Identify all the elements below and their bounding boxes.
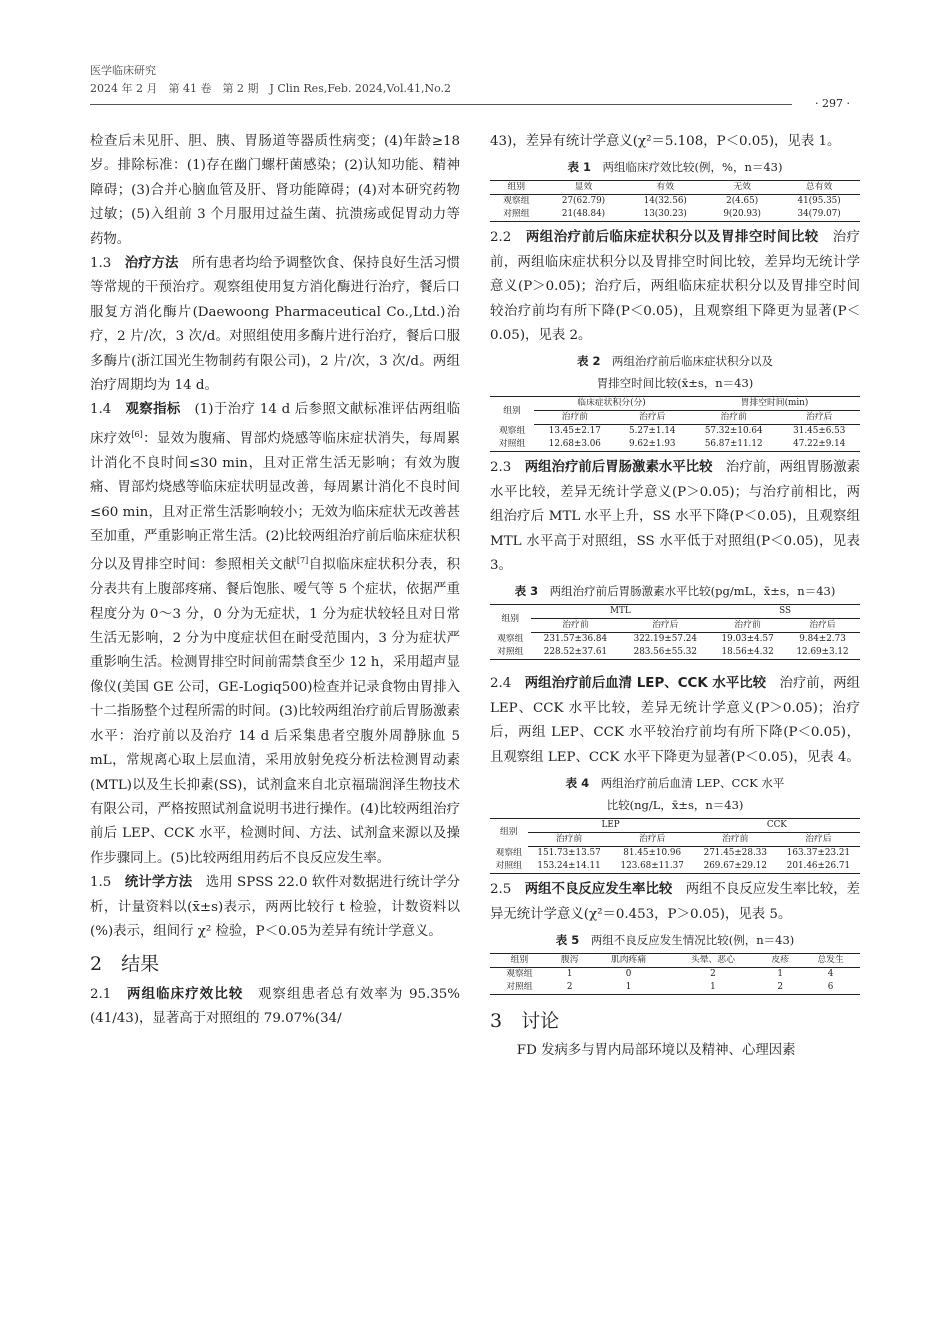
section-2-3: 2.3 两组治疗前后胃肠激素水平比较 治疗前，两组胃肠激素水平比较，差异无统计学意义(P＞0.05)；与治疗前相比，两组治疗后 MTL 水平上升，SS 水平下降(P＜0.05)，且观察组 MTL 水平高于对照组，SS 水平低于对照组(P＜0.05)，见表 3。 bbox=[490, 460, 861, 574]
paragraph-discussion: FD 发病多与胃内局部环境以及精神、心理因素 bbox=[516, 1043, 796, 1059]
table-1-caption: 表 1 两组临床疗效比较(例，%，n＝43) bbox=[567, 160, 783, 175]
table-row: 观察组 1 0 2 1 4 bbox=[506, 968, 834, 979]
journal-title: 医学临床研究 bbox=[90, 64, 156, 77]
left-column bbox=[90, 130, 460, 1032]
section-1-4: 1.4 观察指标 (1)于治疗 14 d 后参照文献标准评估两组临床疗效[6]：显效为腹痛、胃部灼烧感等临床症状消失，每周累计消化不良时间≤30 min，且对正常生活无影响；有效为腹痛、胃部灼烧感等临床症状明显改善，每周累计消化不良时间≤60 min，且对正常生活影响较小；无效为临床症状无改善甚至加重，严重影响正常生活。(2)比较两组治疗前后临床症状积分以及胃排空时间：参照相关文献[7]自拟临床症状积分表，积分表共有上腹部疼痛、餐后饱胀、嗳气等 5 个症状，依据严重程度分为 0～3 分，0 分为无症状，1 分为症状较轻且对日常生活无影响，2 分为中度症状但在耐受范围内，3 分为症状严重影响生活。检测胃排空时间前需禁食至少 12 h，采用超声显像仪(美国 GE 公司，GE-Logiq500)检查并记录食物由胃排入十二指肠整个过程所需的时间。(3)比较两组治疗前后胃肠激素水平：治疗前以及治疗 14 d 后采集患者空腹外周静脉血 5 mL，常规离心取上层血清，采用放射免疫分析法检测胃动素(MTL)以及生长抑素(SS)，试剂盒来自北京福瑞润泽生物技术有限公司，严格按照试剂盒说明书进行操作。(4)比较两组治疗前后 LEP、CCK 水平，检测时间、方法、试剂盒来源以及操作步骤同上。(5)比较两组用药后不良反应发生率。 bbox=[90, 402, 461, 866]
section-2-5: 2.5 两组不良反应发生率比较 两组不良反应发生率比较，差异无统计学意义(χ²＝0.453，P＞0.05)，见表 5。 bbox=[490, 882, 861, 922]
section-1-3: 1.3 治疗方法 所有患者均给予调整饮食、保持良好生活习惯等常规的干预治疗。观察组使用复方消化酶进行治疗，餐后口服复方消化酶片(Daewoong Pharmaceutical Co.,Ltd.)治疗，2 片/次，3 次/d。对照组使用多酶片进行治疗，餐后口服多酶片(浙江国光生物制药有限公司)，2 片/次，3 次/d。两组治疗周期均为 14 d。 bbox=[90, 256, 461, 394]
paragraph-criteria: 检查后未见肝、胆、胰、胃肠道等器质性病变；(4)年龄≥18 岁。排除标准：(1)存在幽门螺杆菌感染；(2)认知功能、精神障碍；(3)合并心脑血管及肝、肾功能障碍；(4)对本研究药物过敏；(5)入组前 3 个月服用过益生菌、抗溃疡或促胃动力等药物。 bbox=[90, 134, 460, 247]
table-4-caption: 表 4 两组治疗前后血清 LEP、CCK 水平 比较(ng/L，x̄±s，n＝43) bbox=[565, 776, 785, 813]
section-2-4: 2.4 两组治疗前后血清 LEP、CCK 水平比较 治疗前，两组 LEP、CCK 水平比较，差异无统计学意义(P＞0.05)；治疗后，两组 LEP、CCK 水平较治疗前均有所下降(P＜0.05)，且观察组 LEP、CCK 水平下降更为显著(P＜0.05)，见表 4。 bbox=[490, 676, 861, 765]
table-row: 观察组 27(62.79) 14(32.56) 2(4.65) 41(95.35) bbox=[503, 196, 841, 207]
right-column bbox=[490, 130, 860, 1064]
table-5-caption: 表 5 两组不良反应发生情况比较(例，n＝43) bbox=[555, 932, 795, 947]
table-3: 组别 MTL SS 治疗前 治疗后 治疗前 治疗后 观察组 231.57±36.84 322.19±57.24 19.03±4.57 9.84±2.73 对照组 228.52±37.61 283.56±55.32 18.56±4.32 12.69±3.12 bbox=[490, 604, 860, 660]
page-number: · 297 · bbox=[811, 97, 854, 110]
section-2-2: 2.2 两组治疗前后临床症状积分以及胃排空时间比较 治疗前，两组临床症状积分以及胃排空时间比较，差异均无统计学意义(P＞0.05)；治疗后，两组临床症状积分以及胃排空时间较治疗前均有所下降(P＜0.05)，且观察组下降更为显著(P＜0.05)，见表 2。 bbox=[490, 230, 861, 344]
table-row: 观察组 151.73±13.57 81.45±10.96 271.45±28.33 163.37±23.21 bbox=[495, 847, 851, 859]
table-row: 对照组 12.68±3.06 9.62±1.93 56.87±11.12 47.22±9.14 bbox=[498, 439, 846, 450]
section-2-1: 2.1 两组临床疗效比较 观察组患者总有效率为 95.35%(41/43)，显著高于对照组的 79.07%(34/ bbox=[90, 986, 461, 1027]
table-2: 组别 临床症状积分(分) 胃排空时间(min) 治疗前 治疗后 治疗前 治疗后 观察组 13.45±2.17 5.27±1.14 57.32±10.64 31.45±6.53 对照组 12.68±3.06 9.62±1.93 56.87±11.12 47.22±9.14 bbox=[490, 396, 860, 452]
table-row: 对照组 228.52±37.61 283.56±55.32 18.56±4.32 12.69±3.12 bbox=[497, 647, 849, 658]
section-1-5: 1.5 统计学方法 选用 SPSS 22.0 软件对数据进行统计学分析，计量资料以(x̄±s)表示，两两比较行 t 检验，计数资料以(%)表示，组间行 χ² 检验，P＜0.05为差异有统计学意义。 bbox=[90, 875, 461, 939]
table-5: 组别 腹泻 肌肉疼痛 头晕、恶心 皮疹 总发生 观察组 1 0 2 1 4 对照组 2 1 1 2 6 bbox=[490, 953, 860, 995]
issue-line: 2024 年 2 月 第 41 卷 第 2 期 J Clin Res,Feb. 2024,Vol.41,No.2 bbox=[90, 82, 452, 95]
table-row: 观察组 231.57±36.84 322.19±57.24 19.03±4.57 9.84±2.73 bbox=[497, 634, 846, 645]
table-2-caption: 表 2 两组治疗前后临床症状积分以及 胃排空时间比较(x̄±s，n＝43) bbox=[576, 354, 773, 391]
heading-discussion: 3 讨论 bbox=[490, 1009, 560, 1032]
table-row: 对照组 2 1 1 2 6 bbox=[506, 981, 834, 992]
table-row: 对照组 153.24±14.11 123.68±11.37 269.67±29.12 201.46±26.71 bbox=[495, 861, 851, 872]
table-row: 对照组 21(48.84) 13(30.23) 9(20.93) 34(79.07) bbox=[503, 209, 841, 220]
table-1: 组别 显效 有效 无效 总有效 观察组 27(62.79) 14(32.56) 2(4.65) 41(95.35) 对照组 21(48.84) 13(30.23) 9(20.93) 34(79.07) bbox=[490, 180, 860, 222]
table-row: 观察组 13.45±2.17 5.27±1.14 57.32±10.64 31.45±6.53 bbox=[498, 426, 846, 437]
paragraph-2-1-cont: 43)，差异有统计学意义(χ²＝5.108，P＜0.05)，见表 1。 bbox=[490, 134, 841, 149]
table-4: 组别 LEP CCK 治疗前 治疗后 治疗前 治疗后 观察组 151.73±13.57 81.45±10.96 271.45±28.33 163.37±23.21 对照组 153.24±14.11 123.68±11.37 269.67±29.12 201.46±26.71 bbox=[490, 818, 860, 874]
heading-results: 2 结果 bbox=[90, 953, 160, 976]
header-rule bbox=[90, 104, 792, 105]
table-3-caption: 表 3 两组治疗前后胃肠激素水平比较(pg/mL，x̄±s，n＝43) bbox=[514, 584, 836, 599]
